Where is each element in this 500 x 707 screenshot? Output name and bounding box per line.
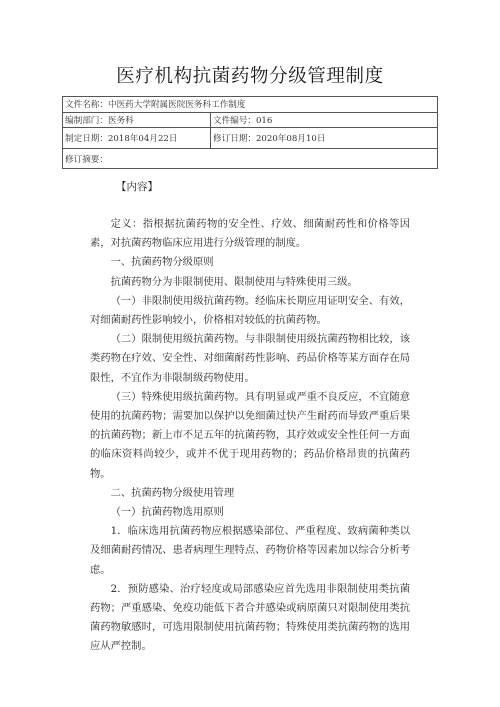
- document-title: 医疗机构抗菌药物分级管理制度: [116, 66, 384, 87]
- subsection-heading: （一）抗菌药物选用原则: [110, 506, 224, 519]
- section-heading-1: 一、抗菌药物分级原则: [110, 256, 214, 269]
- document-info-table: [62, 96, 438, 169]
- department-cell: 编制部门：医务科: [63, 112, 211, 128]
- paragraph-level-1: （一）非限制使用级抗菌药物。经临床长期应用证明安全、有效，对细菌耐药性影响较小，价格相对较低的抗菌药物。: [90, 294, 410, 327]
- paragraph-level-2: （二）限制使用级抗菌药物。与非限制使用级抗菌药物相比较，该类药物在疗效、安全性、对细菌耐药性影响、药品价格等某方面存在局限性，不宜作为非限制级药物使用。: [90, 333, 410, 384]
- paragraph-rule-1: 1．临床选用抗菌药物应根据感染部位、严重程度、致病菌种类以及细菌耐药情况、患者病理生理特点、药物价格等因素加以综合分析考虑。: [90, 525, 410, 576]
- created-date-cell: 制定日期：2018年04月22日: [63, 128, 211, 149]
- revision-summary-cell: 修订摘要：: [63, 149, 438, 169]
- paragraph-three-levels: 抗菌药物分为非限制使用、限制使用与特殊使用三级。: [110, 275, 358, 288]
- paragraph-definition: 定义：指根据抗菌药物的安全性、疗效、细菌耐药性和价格等因素，对抗菌药物临床应用进行分级管理的制度。: [90, 218, 410, 250]
- document-body: [90, 215, 410, 657]
- revised-date-cell: 修订日期：2020年08月10日: [211, 128, 438, 149]
- section-heading-2: 二、抗菌药物分级使用管理: [110, 486, 235, 499]
- paragraph-rule-2: 2．预防感染、治疗轻度或局部感染应首先选用非限制使用类抗菌药物；严重感染、免疫功能低下者合并感染或病原菌只对限制使用类抗菌药物敏感时，可选用限制使用抗菌药物；特殊使用类抗菌药物的选用应从严控制。: [90, 582, 410, 653]
- file-name-cell: 文件名称：中医药大学附属医院医务科工作制度: [63, 97, 438, 113]
- paragraph-level-3: （三）特殊使用级抗菌药物。具有明显或严重不良反应，不宜随意使用的抗菌药物；需要加以保护以免细菌过快产生耐药而导致严重后果的抗菌药物；新上市不足五年的抗菌药物，其疗效或安全性任何一方面的临床资料尚较少，或并不优于现用药物的；药品价格昂贵的抗菌药物。: [90, 390, 410, 480]
- content-heading: 【内容】: [116, 181, 158, 193]
- file-number-cell: 文件编号：016: [211, 112, 438, 128]
